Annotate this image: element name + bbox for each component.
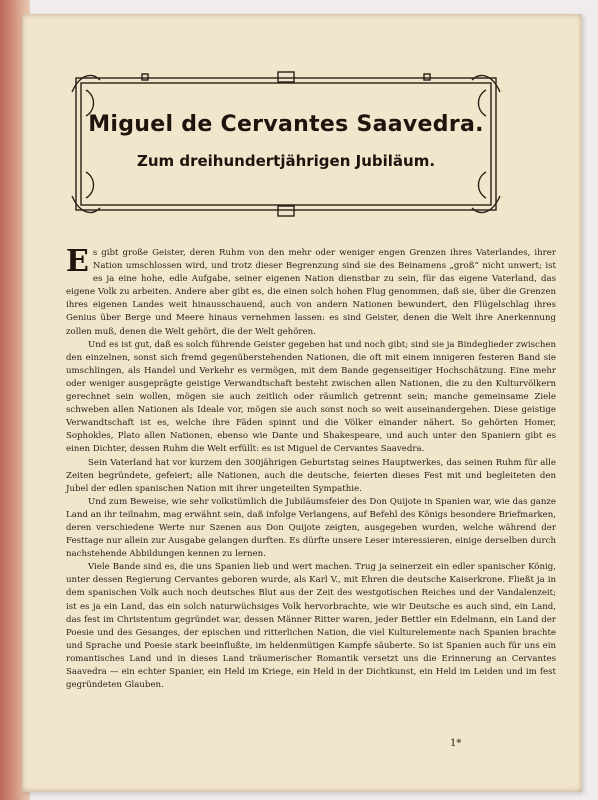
- article-paragraph: Und zum Beweise, wie sehr volkstümlich die Jubiläumsfeier des Don Quijote in Spanien war, wie das ganze Land an ihr teilnahm, mag erwähnt sein, daß infolge Verlangens, auf Befehl des Königs besondere Briefmarken, deren verschiedene Werte nur Szenen aus Don Quijote zeigten, ausgegeben wurden, welche während der Festtage nur allein zur Ausgabe gelangen durften. Es dürfte unsere Leser interessieren, einige derselben durch nachstehende Abbildungen kennen zu lernen.: [66, 496, 556, 560]
- article-subtitle: Zum dreihundertjährigen Jubiläum.: [136, 152, 436, 170]
- drop-cap: E: [66, 244, 89, 279]
- article-title: Miguel de Cervantes Saavedra.: [88, 112, 484, 137]
- title-frame: [70, 70, 502, 218]
- paragraph-text: s gibt große Geister, deren Ruhm von den mehr oder weniger engen Grenzen ihres Vaterlandes, ihrer Nation umschlossen wird, und trotz dieser Begrenzung sind sie des Beinamens „groß“ nicht unwert; ist es ja eine hohe, edle Aufgabe, seiner eigenen Nation dienstbar zu sein, für das eigene Vaterland, das eigene Volk zu arbeiten. Andere aber gibt es, die einen solch hohen Flug genommen, daß sie, über die Grenzen ihres eigenen Landes weit hinausschauend, auch von andern Nationen bewundert, den Flügelschlag ihres Genius über Berge und Meere hinaus vernehmen lassen: es sind Geister, denen die Welt ihre Anerkennung zollen muß, denen die Welt gehört, die der Welt gehören.: [66, 248, 556, 337]
- article-paragraph: [66, 244, 556, 339]
- page-number: 1*: [450, 738, 462, 749]
- article-paragraph: Viele Bande sind es, die uns Spanien lieb und wert machen. Trug ja seinerzeit ein edler spanischer König, unter dessen Regierung Cervantes geboren wurde, als Karl V., mit Ehren die deutsche Kaiserkrone. Fließt ja in dem spanischen Volk auch noch deutsches Blut aus der Zeit des westgotischen Reiches und der Vandalenzeit; ist es ja ein Land, das ein solch naturwüchsiges Volk hervorbrachte, wie wir Deutsche es auch sind, ein Land, das fest im Christentum gegründet war, dessen Männer Ritter waren, jeder Bettler ein Edelmann, ein Land der Poesie und des Gesanges, der epischen und ritterlichen Nation, die viel Kulturelemente nach Spanien brachte und Sprache und Poesie stark beeinflußte, im heldenmütigen Kampfe säuberte. So ist Spanien auch für uns ein romantisches Land und in dieses Land träumerischer Romantik versetzt uns die Erinnerung an Cervantes Saavedra — ein echter Spanier, ein Held im Kriege, ein Held in der Dichtkunst, ein Held im Leiden und im fest gegründeten Glauben.: [66, 562, 556, 691]
- article-paragraph: Und es ist gut, daß es solch führende Geister gegeben hat und noch gibt; sind sie ja Bindeglieder zwischen den einzelnen, sonst sich fremd gegenüberstehenden Nationen, die oft mit einem innigeren festeren Band sie umschlingen, als Handel und Verkehr es vermögen, mit dem Bande gegenseitiger Hochschätzung. Eine mehr oder weniger ausgeprägte geistige Verwandtschaft besteht zwischen allen Nationen, die zu den Kulturvölkern gerechnet sein wollen, mögen sie auch zeitlich oder räumlich getrennt sein; manche gemeinsame Ziele schweben allen Nationen als Ideale vor, mögen sie auch sonst noch so weit auseinandergehen. Diese geistige Verwandtschaft ist es, welche ihre Fäden spinnt und die Völker einander nähert. So gehörten Homer, Sophokles, Plato allen Nationen, ebenso wie Dante und Shakespeare, und auch unter den Spaniern gibt es einen Dichter, dessen Ruhm die Welt erfüllt: es ist Miguel de Cervantes Saavedra.: [66, 339, 556, 455]
- ornamental-border-icon: [70, 70, 502, 218]
- book-page: [22, 14, 582, 792]
- article-body: [66, 244, 556, 692]
- article-paragraph: Sein Vaterland hat vor kurzem den 300jährigen Geburtstag seines Hauptwerkes, das seinen Ruhm für alle Zeiten begründete, gefeiert; alle Nationen, auch die deutsche, feierten dieses Fest mit und begleiteten den Jubel der edlen spanischen Nation mit ihrer ungeteilten Sympathie.: [66, 457, 556, 494]
